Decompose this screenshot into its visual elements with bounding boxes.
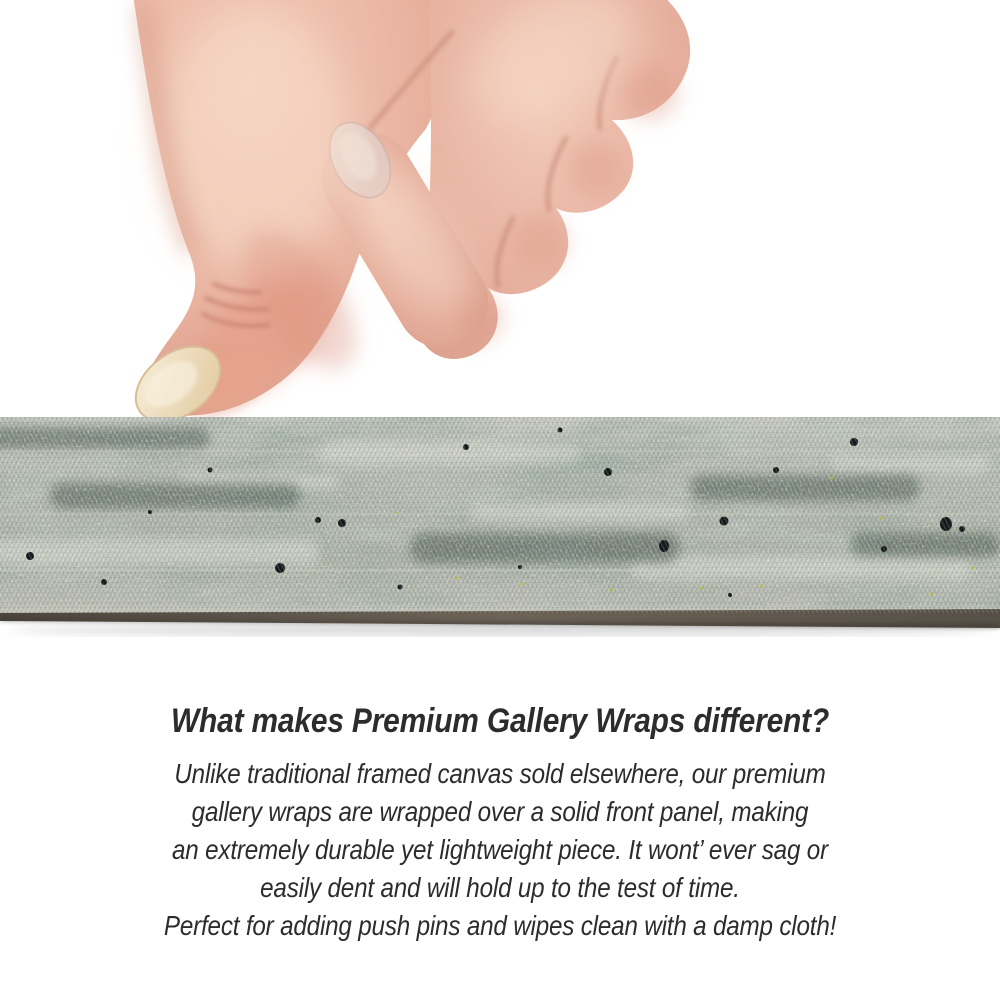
body-line-1: Unlike traditional framed canvas sold elsewhere, our premium: [174, 758, 826, 789]
panel-shadow: [8, 626, 992, 634]
hand-photo: [0, 0, 1000, 420]
heading: What makes Premium Gallery Wraps different?: [170, 702, 830, 740]
body-line-3: an extremely durable yet lightweight piece. It wont’ ever sag or: [172, 834, 828, 865]
marketing-copy: [60, 699, 940, 945]
canvas-edge-photo: [0, 417, 1000, 637]
body-line-4: easily dent and will hold up to the test of time.: [260, 872, 740, 903]
body-line-5: Perfect for adding push pins and wipes clean with a damp cloth!: [163, 910, 837, 941]
body-line-2: gallery wraps are wrapped over a solid front panel, making: [191, 796, 809, 827]
